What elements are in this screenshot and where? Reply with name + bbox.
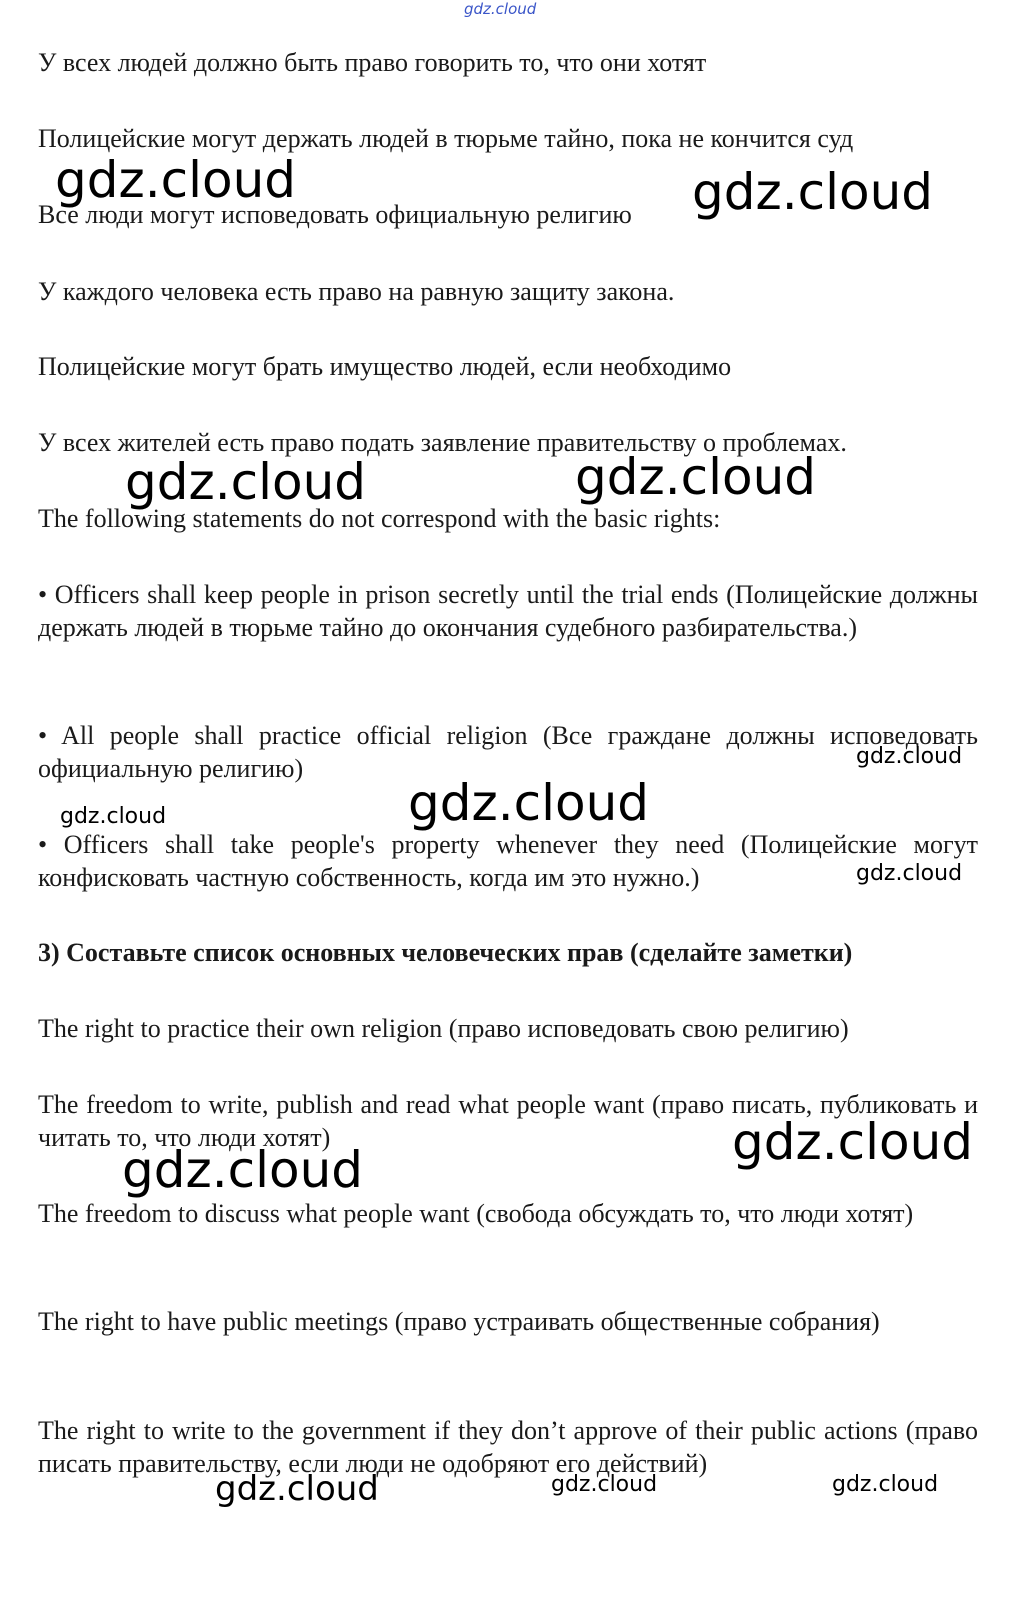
rights-list-item: The right to have public meetings (право устраивать общественные собрания) bbox=[38, 1307, 880, 1336]
watermark: gdz.cloud bbox=[575, 448, 817, 506]
statement-secret-prison: Полицейские могут держать людей в тюрьме тайно, пока не кончится суд bbox=[38, 124, 854, 153]
watermark: gdz.cloud bbox=[125, 453, 367, 511]
rights-list-item: The freedom to write, publish and read what people want (право писать, публиковать и читать то, что люди хотят) bbox=[38, 1090, 978, 1152]
rights-list-item: The right to write to the government if they don’t approve of their public actions (право писать правительству, если люди не одобряют его действий) bbox=[38, 1416, 978, 1478]
statement-official-religion: Все люди могут исповедовать официальную религию bbox=[38, 200, 632, 229]
watermark: gdz.cloud bbox=[856, 744, 963, 769]
watermark: gdz.cloud bbox=[408, 774, 650, 832]
watermark: gdz.cloud bbox=[60, 804, 167, 829]
watermark: gdz.cloud bbox=[55, 151, 297, 209]
watermark: gdz.cloud bbox=[215, 1469, 379, 1509]
watermark: gdz.cloud bbox=[856, 861, 963, 886]
statement-property: Полицейские могут брать имущество людей, если необходимо bbox=[38, 352, 732, 381]
statement-free-speech: У всех людей должно быть право говорить то, что они хотят bbox=[38, 48, 707, 77]
watermark: gdz.cloud bbox=[732, 1113, 974, 1171]
section-heading: 3) Составьте список основных человеческих прав (сделайте заметки) bbox=[38, 938, 853, 967]
rights-list-item: The right to practice their own religion (право исповедовать свою религию) bbox=[38, 1014, 849, 1043]
top-watermark: gdz.cloud bbox=[464, 0, 537, 18]
statement-equal-protection: У каждого человека есть право на равную защиту закона. bbox=[38, 277, 675, 306]
bullet-item: • All people shall practice official religion (Все граждане должны исповедовать официальную религию) bbox=[38, 721, 978, 783]
watermark: gdz.cloud bbox=[122, 1141, 364, 1199]
watermark: gdz.cloud bbox=[832, 1472, 939, 1497]
statement-petition: У всех жителей есть право подать заявление правительству о проблемах. bbox=[38, 428, 847, 457]
rights-list-item: The freedom to discuss what people want (свобода обсуждать то, что люди хотят) bbox=[38, 1199, 914, 1228]
bullet-item: • Officers shall keep people in prison secretly until the trial ends (Полицейские должны держать людей в тюрьме тайно до окончания судебного разбирательства.) bbox=[38, 580, 978, 642]
watermark: gdz.cloud bbox=[692, 163, 934, 221]
bullet-item: • Officers shall take people's property whenever they need (Полицейские могут конфисковать частную собственность, когда им это нужно.) bbox=[38, 830, 978, 892]
statements-intro: The following statements do not correspond with the basic rights: bbox=[38, 504, 721, 533]
watermark: gdz.cloud bbox=[551, 1472, 658, 1497]
